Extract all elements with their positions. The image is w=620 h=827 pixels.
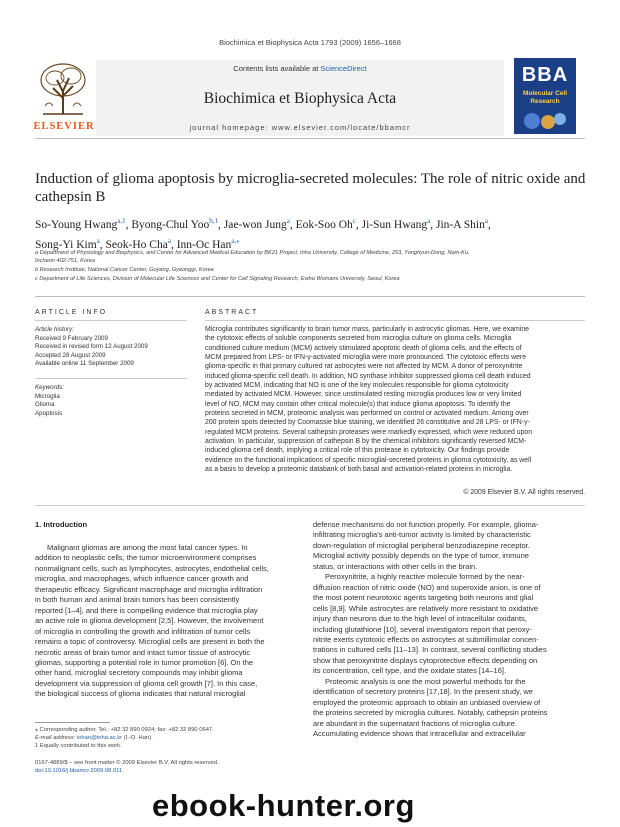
abstract-line: Microglia contributes significantly to brain tumor mass, particularly in astrocytic gliomas. Here, we examine <box>205 326 529 333</box>
abstract-heading: ABSTRACT <box>205 309 259 316</box>
journal-cover[interactable] <box>514 58 576 134</box>
intro-line: show that peroxynitrite displays cytoprotective effects depending on <box>313 655 538 665</box>
author-affiliation-mark[interactable]: c <box>352 217 356 225</box>
doi-line <box>35 768 298 776</box>
corresponding-author-note: ⁎ Corresponding author. Tel.: +82 32 890 0924; fax: +82 32 890 0647. <box>35 727 214 733</box>
author-affiliation-mark[interactable]: a <box>427 217 431 225</box>
header-rule <box>35 138 585 139</box>
intro-line: microglia, and macrophages, which influence cancer growth and <box>35 574 249 584</box>
author-affiliation-mark[interactable]: b,1 <box>209 217 219 225</box>
journal-title: Biochimica et Biophysica Acta <box>203 90 397 107</box>
abstract-line: induced glioma cell death, implying a critical role of this protease in cytotoxicity. Our findings provide <box>205 447 510 455</box>
keywords-rule <box>35 378 187 379</box>
intro-line: Peroxynitrite, a highly reactive molecule formed by the near- <box>325 572 525 582</box>
intro-line: status, or interactions with other cells in the brain. <box>313 561 478 571</box>
intro-line: nonmalignant cells, such as lymphocytes, astrocytes, endothelial cells, <box>35 563 269 573</box>
keywords-label: Keywords: <box>35 384 64 391</box>
homepage-link[interactable]: www.elsevier.com/locate/bbamcr <box>271 123 411 132</box>
abstract-line: level of NO, MCM may contain other critical molecule(s) that induce glioma apoptosis. To identify the <box>205 400 511 408</box>
intro-line: in both human and animal brain tumors has been consistently <box>35 595 240 605</box>
abstract-line: regulated MCM proteins. Several cathepsin proteases were markedly expressed, which were reduced upon <box>205 428 533 436</box>
cover-artwork <box>520 110 570 132</box>
cover-subtitle-2: Research <box>530 98 560 105</box>
intro-column-2 <box>313 520 586 740</box>
intro-line: down-regulation of microglial peripheral benzodiazepine receptor. <box>313 540 530 550</box>
affiliation-b: b Research Institute, National Cancer Center, Goyang, Gyeonggi, Korea <box>35 267 214 273</box>
author-line-1: So-Young Hwang$^{a,1}$, Byong-Chul Yoo$^{b,1}$, Jae-won Jung$^a$, Eok-Soo Oh$^c$, Ji-Sun Hwang$^a$, Jin-A Shin$^a$, <box>35 217 491 231</box>
intro-line: diffusion reaction of nitric oxide (NO) and superoxide anion, is one of <box>313 582 541 592</box>
intro-line: trations in cultured cells [11–13]. In contrast, several conflicting studies <box>313 645 547 655</box>
intro-line: Microglial activity possibly depends on the type of tumor, immune <box>313 551 529 561</box>
intro-line: its concentration, cell type, and the oxidate states [14–16]. <box>313 666 507 676</box>
author-affiliation-mark[interactable]: a,1 <box>117 217 126 225</box>
keyword: Glioma <box>35 401 55 408</box>
intro-line: infiltrating microglia's anti-tumor activity is limited by characteristic <box>313 530 531 540</box>
abstract-rule <box>205 320 585 321</box>
article-title: Induction of glioma apoptosis by microglia-secreted molecules: The role of nitric oxide and cathepsin B <box>35 171 586 205</box>
author-name: Jae-won Jung <box>223 218 287 231</box>
intro-line: Accumulating evidence shows that intracellular and extracellular <box>313 729 526 739</box>
intro-line: nitrite exerts cytotoxic effects on astrocytes at submillimolar concen- <box>313 634 539 644</box>
intro-line: are abundant in the supernatant fractions of microglia culture. <box>313 718 517 728</box>
contents-line <box>96 64 504 73</box>
author-name: Jin-A Shin <box>435 218 485 231</box>
author-affiliation-mark[interactable]: a <box>484 217 488 225</box>
article-info-heading: ARTICLE INFO <box>35 309 108 316</box>
intro-line: development via suppression of glioma cell growth [7]. In this case, <box>35 678 258 688</box>
author-name: Byong-Chul Yoo <box>131 218 210 231</box>
intro-line: the most potent neurotoxic agents targeting both neurons and glial <box>313 593 534 603</box>
journal-reference: Biochimica et Biophysica Acta 1793 (2009) 1656–1668 <box>219 38 401 47</box>
author-name: Inn-Oc Han <box>176 238 232 251</box>
intro-line: the proteins secreted by microglia cultures. Notably, cathepsin proteins <box>313 708 548 718</box>
intro-line: including glutathione [10], several investigators report that peroxy- <box>313 624 532 634</box>
intro-line: identification of secretory proteins [17,18]. In the present study, we <box>313 687 533 697</box>
author-affiliation-mark[interactable]: a <box>286 217 290 225</box>
author-name: Seok-Ho Cha <box>105 238 168 251</box>
keywords <box>35 384 185 418</box>
author-name: Ji-Sun Hwang <box>361 218 428 231</box>
intro-line: gliomas, supporting a potential role in tumor promotion [6]. On the <box>35 657 254 667</box>
watermark: ebook-hunter.org <box>152 788 415 823</box>
email-note <box>35 735 298 743</box>
history-date: Accepted 28 August 2009 <box>35 351 106 359</box>
email-label: E-mail address: <box>35 735 77 741</box>
cover-subtitle-1: Molecular Cell <box>522 90 568 97</box>
author-name: So-Young Hwang <box>35 218 118 231</box>
section-rule <box>35 296 585 297</box>
affiliation-a-line1: a Department of Physiology and Biophysics, and Center for Advanced Medical Education by BK21 Project, Inha University, College of Medicine, 253, Yonghyun-Dong, Nam-Ku, <box>35 250 470 256</box>
abstract-end-rule <box>35 505 585 506</box>
issn-line: 0167-4889/$ – see front matter © 2009 Elsevier B.V. All rights reserved. <box>35 760 219 766</box>
history-date: Received in revised form 12 August 2009 <box>35 343 148 350</box>
article-info-rule <box>35 320 187 321</box>
abstract-body <box>205 325 585 475</box>
doi-link[interactable]: doi:10.1016/j.bbamcr.2009.08.011 <box>35 768 123 774</box>
intro-line: cells [8,9]. While astrocytes are relatively more resistant to oxidative <box>313 603 539 613</box>
author-affiliation-mark[interactable]: a,⁎ <box>231 236 240 245</box>
abstract-line: as a basis to develop a proteomic databank of both basal and activation-related proteins in microglia. <box>205 466 513 474</box>
intro-line: the biological success of glioma indicates that natural microglial <box>35 689 246 699</box>
copyright: © 2009 Elsevier B.V. All rights reserved. <box>463 489 585 496</box>
elsevier-tree-logo <box>35 60 91 116</box>
affiliation-a-line2: Incheon 402-751, Korea <box>35 258 96 264</box>
intro-line: reported [1–4], and there is compelling evidence that microglia play <box>35 605 258 615</box>
history-label: Article history: <box>35 326 74 333</box>
intro-line: defense mechanisms do not function properly. For example, glioma- <box>313 520 539 529</box>
abstract-line: conditioned culture medium (MCM) actively stimulated apoptotic death of glioma cells, and the effects of <box>205 344 522 352</box>
intro-line: an active role in glioma development [2,5]. However, the involvement <box>35 616 264 626</box>
equal-contribution-note: 1 Equally contributed to this work. <box>35 743 122 749</box>
intro-line: remains a topic of controversy. Microglial cells are present in both the <box>35 637 265 647</box>
email-link[interactable]: iohan@inha.ac.kr <box>76 735 123 741</box>
abstract-line: glioma-specific in that primary cultured rat astrocytes were not affected by MCM. A donor of peroxynitrite <box>205 363 523 371</box>
intro-line: necrotic areas of brain tumor and intact tumor tissue of astrocytic <box>35 647 251 657</box>
email-suffix: (I.-O. Han). <box>122 735 153 741</box>
sciencedirect-link[interactable]: ScienceDirect <box>320 64 367 73</box>
intro-line: therapeutic efficacy. Significant macrophage and microglia infiltration <box>35 584 263 594</box>
author-name: Eok-Soo Oh <box>295 218 353 231</box>
intro-line: addition to neoplastic cells, the tumor microenvironment comprises <box>35 553 257 563</box>
abstract-line: 200 protein spots detected by Coomassie blue staining, we identified 26 constitutive and 28 LPS- or IFN-γ- <box>205 419 530 427</box>
history-date: Available online 11 September 2009 <box>35 360 134 367</box>
keyword: Microglia <box>35 392 60 400</box>
article-history <box>35 326 185 369</box>
contents-prefix: Contents lists available at <box>233 64 321 73</box>
cover-bba: BBA <box>521 64 569 86</box>
author-name: Song-Yi Kim <box>35 238 97 251</box>
intro-line: injury than neurons due to the high level of intracellular oxidants, <box>313 614 527 624</box>
affiliation-c: c Department of Life Sciences, Division of Molecular Life Sciences and Center for Cell Signaling Research, Ewha Womans University, Seoul, Korea <box>35 276 400 282</box>
introduction-heading: 1. Introduction <box>35 520 88 529</box>
homepage-prefix: journal homepage: <box>189 123 272 132</box>
intro-line: Proteomic analysis is one the most powerful methods for the <box>325 676 526 686</box>
abstract-line: proteins secreted in MCM, proteomic analysis was performed on control or activated medium. Among over <box>205 410 529 418</box>
abstract-line: induced glioma-specific cell death. In addition, NO synthase inhibitor suppressed glioma cell death induced <box>205 372 531 380</box>
abstract-line: evidence on the functional implications of specific microglial-secreted proteins in glioma cytotoxicity, as well <box>205 456 532 464</box>
author-affiliation-mark[interactable]: a <box>167 236 171 245</box>
abstract-line: activation. In particular, suppression of cathepsin B by the chemical inhibitors significantly reversed MCM- <box>205 438 527 446</box>
abstract-line: MCM prepared from LPS- or IFN-γ-activated microglia were more pronounced. The cytotoxic effects were <box>205 354 527 362</box>
abstract-line: by activated MCM, indicating that NO is one of the key molecules responsible for glioma cytotoxicity <box>205 382 509 390</box>
intro-column-1 <box>35 543 298 700</box>
author-list <box>35 213 590 253</box>
abstract-line: mediated by activated MCM. However, since unstimulated resting microglia produces low or very limited <box>205 391 522 399</box>
intro-line: of microglia in controlling the growth and infiltration of tumor cells <box>35 626 251 636</box>
intro-line: Malignant gliomas are among the most fatal cancer types. In <box>47 543 248 552</box>
author-affiliation-mark[interactable]: a <box>96 236 100 245</box>
abstract-line: the cytotoxic effects of soluble components secreted from microglia culture on glioma cells. Microglia <box>205 335 512 343</box>
footnote-rule <box>35 722 110 723</box>
history-date: Received 9 February 2009 <box>35 334 108 342</box>
author-line-2: Song-Yi Kim$^a$, Seok-Ho Cha$^a$, Inn-Oc Han$^{a,⁎}$ <box>35 236 240 251</box>
elsevier-wordmark: ELSEVIER <box>33 121 95 132</box>
intro-line: other hand, microglial secretory compounds may inhibit glioma <box>35 668 243 678</box>
intro-line: employed the proteomic approach to obtain an unbiased overview of <box>313 697 541 707</box>
keyword: Apoptosis <box>35 409 63 417</box>
journal-homepage <box>96 123 504 132</box>
